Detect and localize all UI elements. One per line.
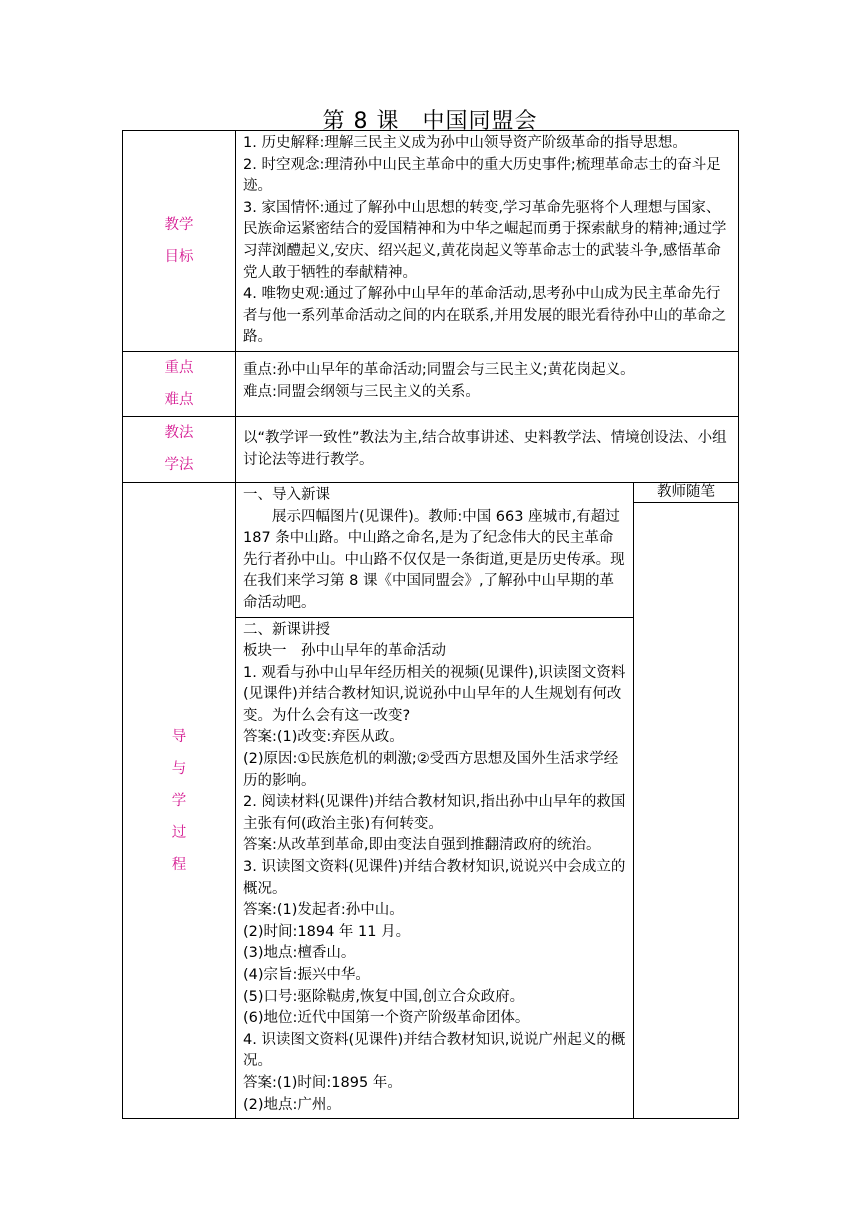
label-line: 难点 <box>164 391 194 408</box>
goals-label <box>123 131 236 352</box>
lesson-line: 答案:(1)发起者:孙中山。 <box>243 902 404 919</box>
goal-item: 2. 时空观念:理清孙中山民主革命中的重大历史事件;梳理革命志士的奋斗足迹。 <box>243 156 721 195</box>
teacher-notes-cell <box>634 502 739 1118</box>
label-line: 过 <box>171 824 187 841</box>
new-lesson-heading: 二、新课讲授 <box>243 621 330 638</box>
lesson-plan-table <box>122 130 739 1119</box>
intro-section <box>236 482 634 617</box>
lesson-line: (2)时间:1894 年 11 月。 <box>243 923 411 940</box>
goal-item: 3. 家国情怀:通过了解孙中山思想的转变,学习革命先驱将个人理想与国家、民族命运紧密结合的爱国精神和为中华之崛起而勇于探索献身的精神;通过学习萍浏醴起义,安庆、绍兴起义,黄花岗起义等革命志士的武装斗争,感悟革命党人敢于牺牲的奉献精神。 <box>243 199 727 281</box>
label-line: 重点 <box>164 359 194 376</box>
lesson-line: 答案:从改革到革命,即由变法自强到推翻清政府的统治。 <box>243 837 601 854</box>
methods-row <box>123 416 739 482</box>
lesson-line: (5)口号:驱除鞑虏,恢复中国,创立合众政府。 <box>243 988 525 1005</box>
lesson-line: 板块一 孙中山早年的革命活动 <box>243 643 446 660</box>
goals-content <box>236 131 739 352</box>
process-header-row <box>123 482 739 502</box>
lesson-line: 1. 观看与孙中山早年经历相关的视频(见课件),识读图文资料(见课件)并结合教材知识,说说孙中山早年的人生规划有何改变。为什么会有这一改变? <box>243 664 626 724</box>
lesson-line: 3. 识读图文资料(见课件)并结合教材知识,说说兴中会成立的概况。 <box>243 859 626 897</box>
lesson-line: (2)地点:广州。 <box>243 1096 341 1113</box>
label-line: 目标 <box>164 248 194 265</box>
goal-item: 1. 历史解释:理解三民主义成为孙中山领导资产阶级革命的指导思想。 <box>243 135 687 151</box>
lesson-line: (4)宗旨:振兴中华。 <box>243 967 370 983</box>
intro-heading: 一、导入新课 <box>243 486 330 503</box>
teacher-notes-header: 教师随笔 <box>634 482 739 502</box>
method-text: 以“教学评一致性”教法为主,结合故事讲述、史料教学法、情境创设法、小组讨论法等进行教学。 <box>243 429 727 468</box>
key-point: 难点:同盟会纲领与三民主义的关系。 <box>243 383 480 400</box>
methods-label <box>123 416 236 482</box>
lesson-line: (6)地位:近代中国第一个资产阶级革命团体。 <box>243 1010 530 1027</box>
key-points-label <box>123 351 236 416</box>
new-lesson-section <box>236 617 634 1119</box>
label-line: 导 <box>171 728 187 745</box>
intro-text: 展示四幅图片(见课件)。教师:中国 663 座城市,有超过 187 条中山路。中山路之命名,是为了纪念伟大的民主革命先行者孙中山。中山路不仅仅是一条街道,更是历史传承。现在我们来学习第 8 课《中国同盟会》,了解孙中山早期的革命活动吧。 <box>243 508 625 611</box>
label-line: 学法 <box>164 457 194 474</box>
goal-item: 4. 唯物史观:通过了解孙中山早年的革命活动,思考孙中山成为民主革命先行者与他一系列革命活动之间的内在联系,并用发展的眼光看待孙中山的革命之路。 <box>243 286 727 346</box>
lesson-line: 答案:(1)时间:1895 年。 <box>243 1074 402 1091</box>
process-label <box>123 482 236 1118</box>
key-points-row <box>123 351 739 416</box>
lesson-line: (2)原因:①民族危机的刺激;②受西方思想及国外生活求学经历的影响。 <box>243 751 619 789</box>
page-title: 第 8 课 中国同盟会 <box>322 109 538 134</box>
key-points-content <box>236 351 739 416</box>
lesson-line: 答案:(1)改变:弃医从政。 <box>243 729 404 746</box>
label-line: 学 <box>171 792 187 809</box>
label-line: 与 <box>171 760 187 777</box>
label-line: 教学 <box>164 216 194 233</box>
label-line: 教法 <box>164 425 194 442</box>
key-point: 重点:孙中山早年的革命活动;同盟会与三民主义;黄花岗起义。 <box>243 361 635 378</box>
lesson-line: (3)地点:檀香山。 <box>243 945 356 962</box>
label-line: 程 <box>171 856 187 873</box>
lesson-line: 4. 识读图文资料(见课件)并结合教材知识,说说广州起义的概况。 <box>243 1031 626 1070</box>
methods-content <box>236 416 739 482</box>
lesson-line: 2. 阅读材料(见课件)并结合教材知识,指出孙中山早年的救国主张有何(政治主张)有何转变。 <box>243 794 626 832</box>
goals-row <box>123 131 739 352</box>
